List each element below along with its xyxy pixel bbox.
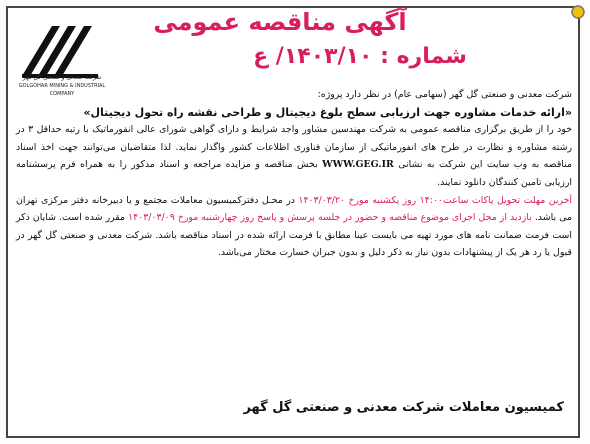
visit-rest-text: مقرر شده است. شایان ذکر است فرمت ضمانت نامه های مورد تهیه می بایست عینا مطابق با فرمت ارائه شده در اسناد مناقصه باشد. شرکت معدنی و صنعتی گل گهر در قبول یا رد هر یک از پیشنهادات بدون نیاز به ذکر دلیل و بدون جبران خسارت مختار می‌باشد.	[16, 212, 572, 259]
visit-text: بازدید از محل اجرای موضوع مناقصه و حضور در جلسه پرسش و پاسخ روز چهارشنبه مورخ ۱۴۰۳/۰۳/۰۹	[128, 212, 532, 224]
website-link[interactable]: WWW.GEG.IR	[322, 159, 394, 171]
paragraph-tender-info	[16, 121, 572, 191]
logo-company-en: GOLGOHAR MINING & INDUSTRIAL COMPANY	[18, 83, 106, 97]
paragraph1b-text: بخش مناقصه و مزایده مراجعه و اسناد مذکور را به همراه فرم پرسشنامه ارزیابی تامین کنندگان دانلود نمایند.	[16, 159, 572, 188]
notice-body	[16, 86, 572, 262]
project-subject: «ارائه خدمات مشاوره جهت ارزیابی سطح بلوغ دیجیتال و طراحی نقشه راه تحول دیجیتال»	[83, 105, 572, 119]
paragraph-deadline	[16, 192, 572, 262]
deadline-text: آخرین مهلت تحویل پاکات ساعت۱۴:۰۰ روز یکشنبه مورخ ۱۴۰۳/۰۳/۲۰	[298, 194, 573, 206]
notice-title: آگهی مناقصه عمومی	[153, 8, 407, 36]
deadline-location-text: در محـل دفترکمیسیون معاملات مجتمع و یا دبیرخانه دفتر مرکزی تهران می باشد.	[16, 194, 572, 224]
notice-number: شماره : ۱۴۰۳/۱۰/ ع	[253, 44, 467, 69]
logo-company-fa: شرکت معدنی و صنعتی گل گهر	[22, 74, 102, 81]
corner-circle-icon	[570, 4, 586, 20]
intro-line: شرکت معدنی و صنعتی گل گهر (سهامی عام) در نظر دارد پروژه:	[317, 89, 572, 100]
footer-signature: کمیسیون معاملات شرکت معدنی و صنعتی گل گهر	[243, 400, 564, 415]
paragraph1-text: خود را از طریق برگزاری مناقصه عمومی به شرکت مهندسین مشاور واجد شرایط و دارای گواهی شورای عالی انفورماتیک با رتبه حداقل ۳ در رشته مشاوره و نظارت در طرح های انفورماتیکی از سازمان فناوری اطلاعات کشور واگذار نماید. لذا متقاضیان می‌توانند جهت اخذ اسناد مناقصه به وب سایت این شرکت به نشانی	[16, 124, 573, 171]
